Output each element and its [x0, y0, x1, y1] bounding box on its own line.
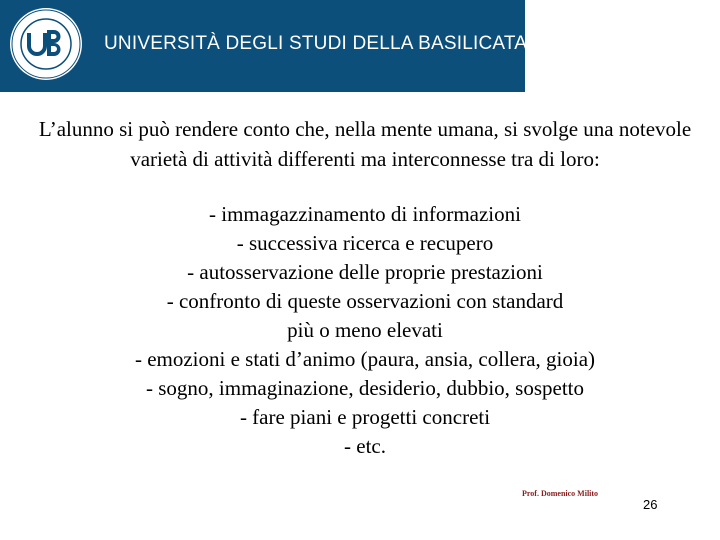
header-banner [0, 0, 528, 92]
page-number: 26 [643, 497, 658, 512]
list-item: - immagazzinamento di informazioni [209, 202, 521, 226]
list-item: - fare piani e progetti concreti [239, 405, 491, 429]
list-item: - emozioni e stati d’animo (paura, ansia, collera, gioia) [134, 347, 596, 371]
activity-list [40, 200, 690, 461]
author-credit: Prof. Domenico Milito [522, 489, 599, 498]
university-name: UNIVERSITÀ DEGLI STUDI DELLA BASILICATA [104, 33, 528, 54]
list-item: - etc. [344, 434, 386, 458]
list-item: - confronto di queste osservazioni con standard [166, 289, 564, 313]
list-item: più o meno elevati [287, 318, 443, 342]
university-seal-icon [8, 6, 84, 82]
list-item: - sogno, immaginazione, desiderio, dubbio, sospetto [145, 376, 585, 400]
list-item: - autosservazione delle proprie prestazioni [187, 260, 543, 284]
list-item: - successiva ricerca e recupero [236, 231, 494, 255]
intro-paragraph: L’alunno si può rendere conto che, nella mente umana, si svolge una notevole varietà di attività differenti ma interconnesse tra di loro: [38, 117, 692, 171]
